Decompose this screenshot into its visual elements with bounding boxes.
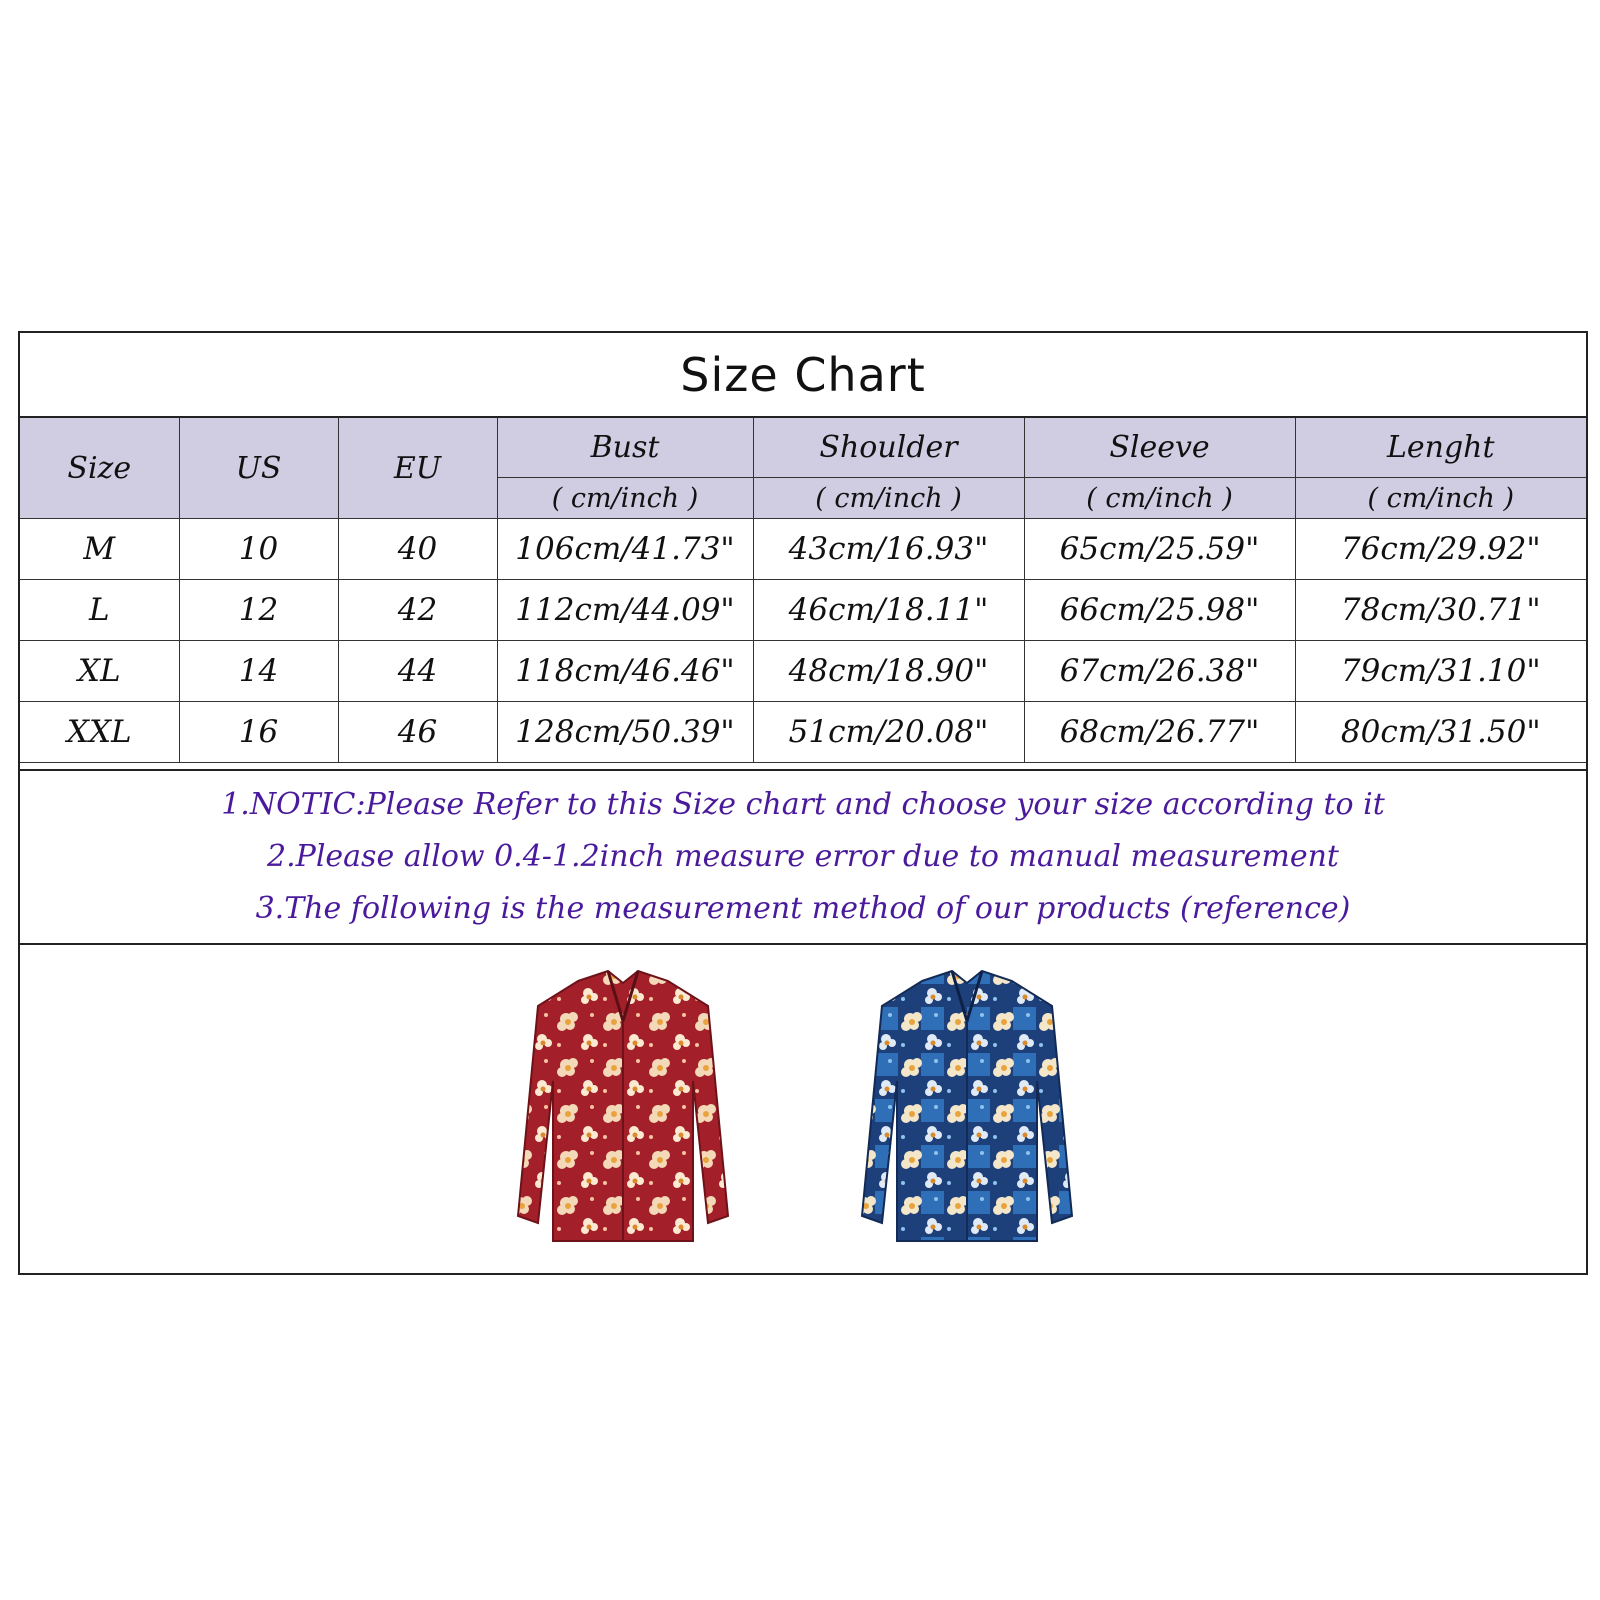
cell-shoulder: 51cm/20.08" <box>753 702 1024 763</box>
header-bust: Bust <box>497 418 753 478</box>
cell-sleeve: 68cm/26.77" <box>1024 702 1295 763</box>
cell-length: 79cm/31.10" <box>1295 641 1586 702</box>
cell-us: 14 <box>179 641 338 702</box>
header-unit: ( cm/inch ) <box>1024 478 1295 519</box>
cell-us: 12 <box>179 580 338 641</box>
header-shoulder: Shoulder <box>753 418 1024 478</box>
cell-sleeve: 67cm/26.38" <box>1024 641 1295 702</box>
cell-size: L <box>20 580 179 641</box>
blue-floral-shirt-icon <box>852 961 1082 1251</box>
cell-bust: 112cm/44.09" <box>497 580 753 641</box>
table-row <box>20 702 1586 763</box>
cell-eu: 40 <box>338 519 497 580</box>
cell-bust: 106cm/41.73" <box>497 519 753 580</box>
cell-eu: 46 <box>338 702 497 763</box>
header-eu: EU <box>338 418 497 519</box>
table-row <box>20 519 1586 580</box>
note-1: 1.NOTIC:Please Refer to this Size chart and choose your size according to it <box>221 787 1385 822</box>
cell-shoulder: 43cm/16.93" <box>753 519 1024 580</box>
product-photos <box>20 945 1586 1273</box>
cell-bust: 118cm/46.46" <box>497 641 753 702</box>
cell-shoulder: 48cm/18.90" <box>753 641 1024 702</box>
red-floral-shirt-icon <box>508 961 738 1251</box>
cell-bust: 128cm/50.39" <box>497 702 753 763</box>
table-row <box>20 580 1586 641</box>
cell-eu: 44 <box>338 641 497 702</box>
cell-size: XL <box>20 641 179 702</box>
header-unit: ( cm/inch ) <box>497 478 753 519</box>
cell-sleeve: 65cm/25.59" <box>1024 519 1295 580</box>
note-2: 2.Please allow 0.4-1.2inch measure error due to manual measurement <box>267 839 1339 874</box>
note-3: 3.The following is the measurement method of our products (reference) <box>255 891 1351 926</box>
cell-length: 78cm/30.71" <box>1295 580 1586 641</box>
size-chart <box>18 331 1588 1275</box>
cell-size: M <box>20 519 179 580</box>
cell-us: 16 <box>179 702 338 763</box>
header-row <box>20 418 1586 478</box>
notes-section <box>20 769 1586 945</box>
cell-us: 10 <box>179 519 338 580</box>
chart-title: Size Chart <box>20 333 1586 418</box>
cell-eu: 42 <box>338 580 497 641</box>
cell-length: 76cm/29.92" <box>1295 519 1586 580</box>
header-us: US <box>179 418 338 519</box>
cell-length: 80cm/31.50" <box>1295 702 1586 763</box>
cell-shoulder: 46cm/18.11" <box>753 580 1024 641</box>
header-length: Lenght <box>1295 418 1586 478</box>
header-unit: ( cm/inch ) <box>1295 478 1586 519</box>
cell-sleeve: 66cm/25.98" <box>1024 580 1295 641</box>
header-unit: ( cm/inch ) <box>753 478 1024 519</box>
header-sleeve: Sleeve <box>1024 418 1295 478</box>
table-row <box>20 641 1586 702</box>
header-size: Size <box>20 418 179 519</box>
cell-size: XXL <box>20 702 179 763</box>
size-table <box>20 418 1586 763</box>
